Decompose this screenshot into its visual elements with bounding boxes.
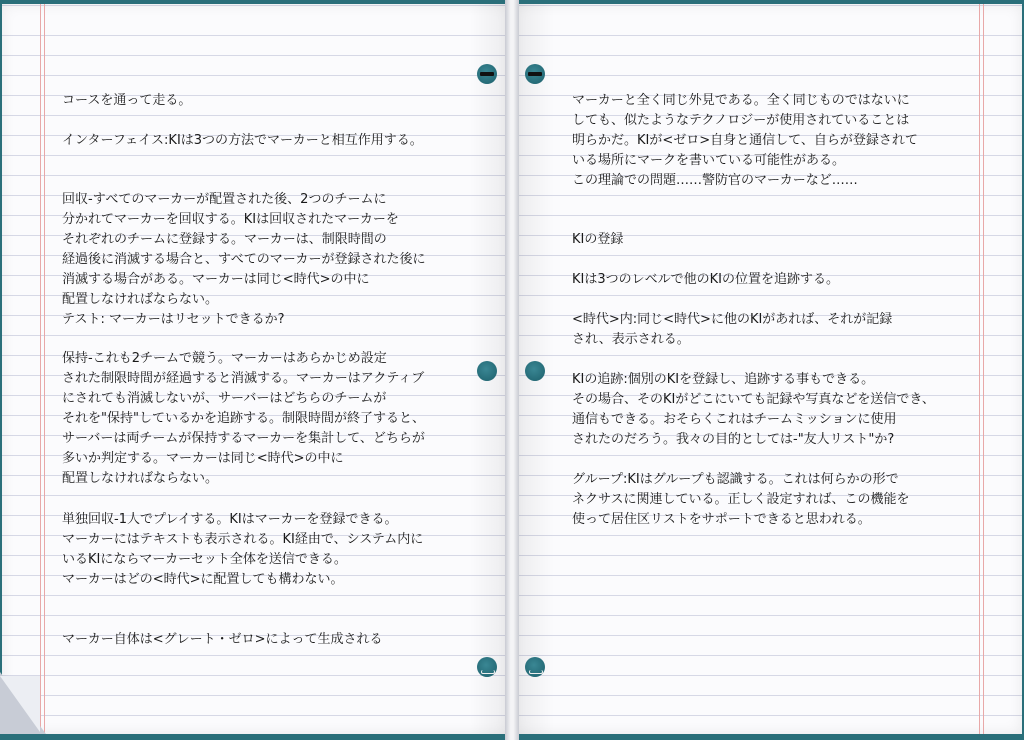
- left-paragraph-3: 回収-すべてのマーカーが配置された後、2つのチームに 分かれてマーカーを回収する。KIは回収されたマーカーを それぞれのチームに登録する。マーカーは、制限時間の 経過後に消滅する場合と、すべてのマーカーが登録された後に 消滅する場合がある。マーカーは同じ<時代>の中に 配置しなければならない。 テスト: マーカーはリセットできるか?: [62, 192, 426, 327]
- right-paragraph-4: KIの追跡:個別のKIを登録し、追跡する事もできる。 その場合、そのKIがどこにいても記録や写真などを送信でき、 通信もできる。おそらくこれはチームミッションに使用 されたのだろう。我々の目的としては-"友人リスト"か?: [572, 372, 935, 447]
- left-paragraph-2: インターフェイス:KIは3つの方法でマーカーと相互作用する。: [62, 133, 423, 148]
- binder-hole-icon: [477, 657, 497, 677]
- margin-line: [983, 4, 984, 734]
- right-paragraph-1: マーカーと全く同じ外見である。全く同じものではないに しても、似たようなテクノロジーが使用されていることは 明らかだ。KIが<ゼロ>自身と通信して、自らが登録されて いる場所にマークを書いている可能性がある。 この理論での問題……警防官のマーカーなど……: [572, 93, 918, 188]
- margin-line: [979, 4, 980, 734]
- left-paragraph-4: 保持-これも2チームで競う。マーカーはあらかじめ設定 された制限時間が経過すると消滅する。マーカーはアクティブ にされても消滅しないが、サーバーはどちらのチームが それを"保持"しているかを追跡する。制限時間が終了すると、 サーバーは両チームが保持するマーカーを集計して、どちらが 多いか判定する。マーカーは同じ<時代>の中に 配置しなければならない。: [62, 351, 425, 486]
- right-paragraph-3: <時代>内:同じ<時代>に他のKIがあれば、それが記録 され、表示される。: [572, 312, 893, 347]
- binder-hole-icon: [525, 361, 545, 381]
- left-paragraph-5: 単独回収-1人でプレイする。KIはマーカーを登録できる。 マーカーにはテキストも表示される。KI経由で、システム内に いるKIにならマーカーセット全体を送信できる。 マーカーはどの<時代>に配置しても構わない。: [62, 512, 424, 587]
- right-paragraph-2: KIは3つのレベルで他のKIの位置を追跡する。: [572, 272, 839, 287]
- binder-hole-icon: [525, 657, 545, 677]
- page-curl-icon: [0, 676, 40, 732]
- binder-hole-icon: [477, 361, 497, 381]
- book-spine: [505, 0, 519, 740]
- binder-hole-icon: [525, 64, 545, 84]
- margin-line: [40, 4, 41, 734]
- left-paragraph-1: コースを通って走る。: [62, 93, 192, 108]
- binder-hole-icon: [477, 64, 497, 84]
- margin-line: [44, 4, 45, 734]
- right-paragraph-5: グループ:KIはグループも認識する。これは何らかの形で ネクサスに関連している。正しく設定すれば、この機能を 使って居住区リストをサポートできると思われる。: [572, 472, 910, 527]
- left-paragraph-6: マーカー自体は<グレート・ゼロ>によって生成される: [62, 632, 383, 647]
- right-heading: KIの登録: [572, 232, 624, 247]
